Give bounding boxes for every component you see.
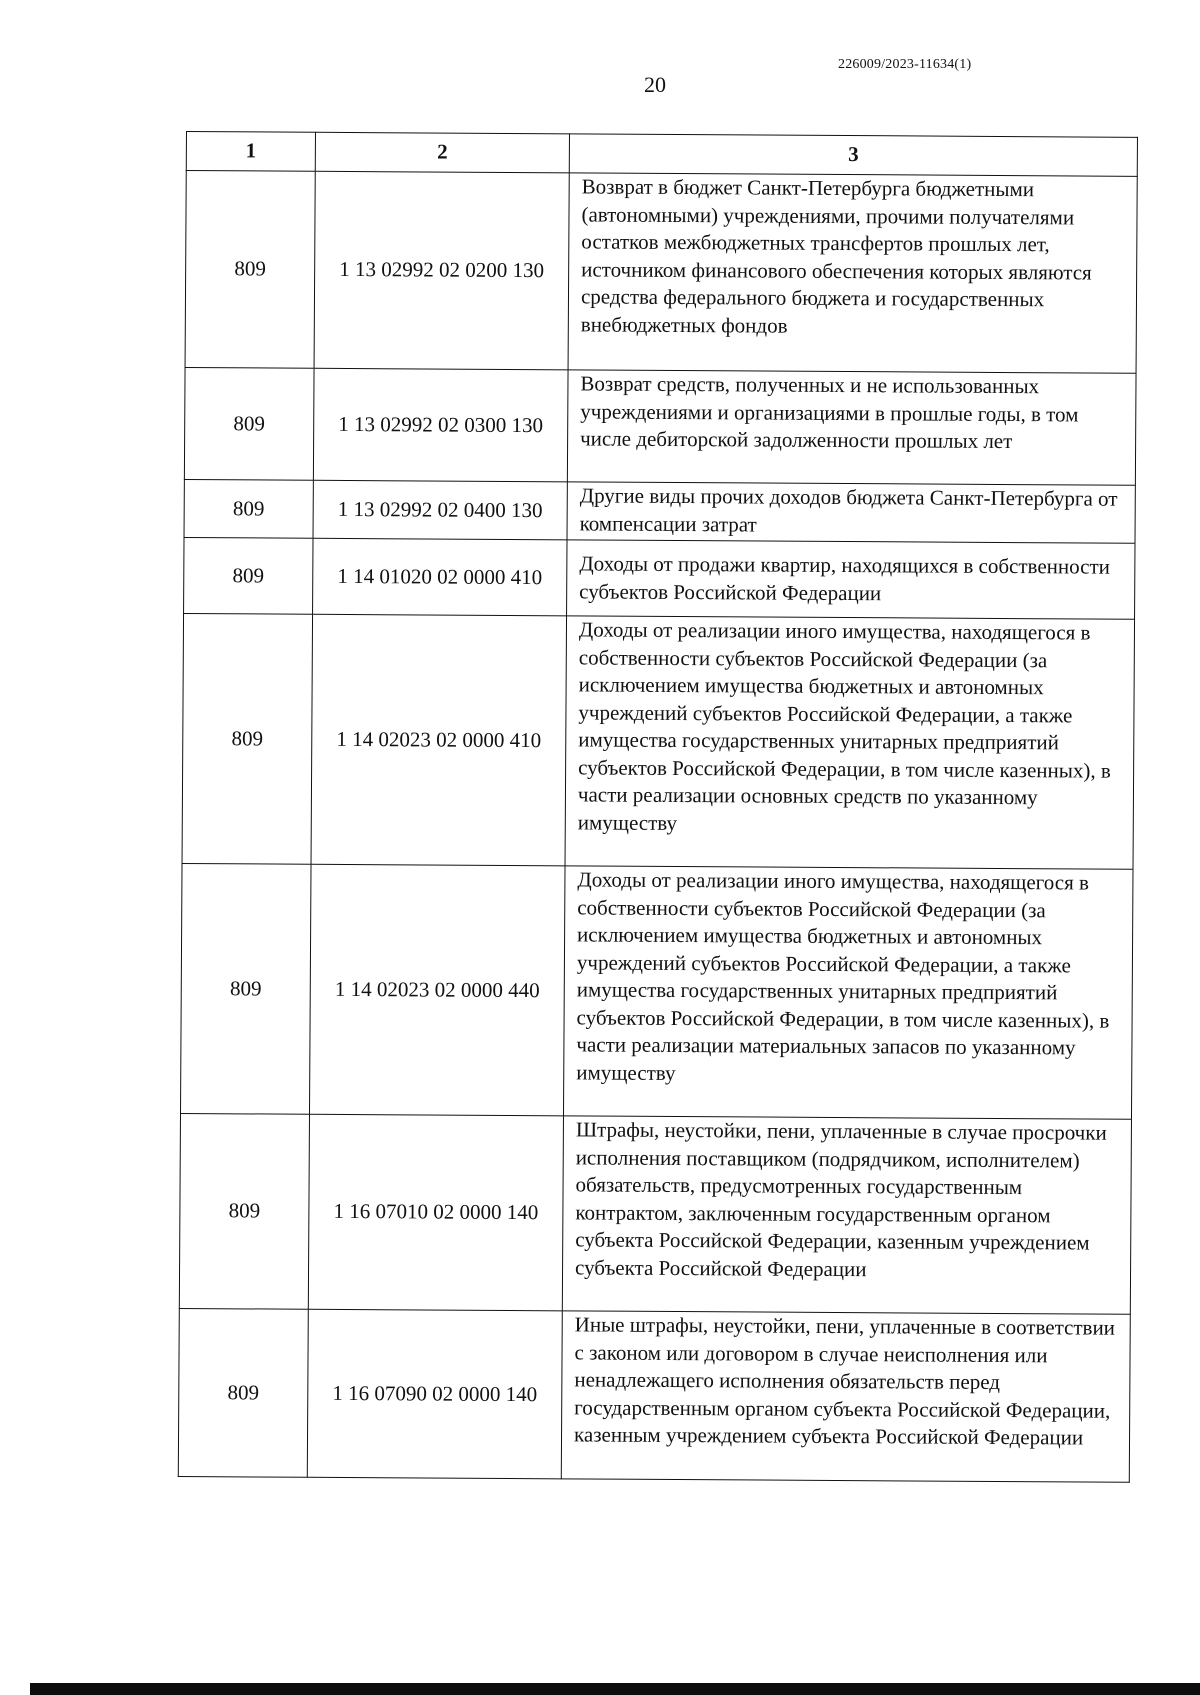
document-registration-number: 226009/2023-11634(1): [838, 57, 972, 72]
revenue-code-cell: 1 16 07010 02 0000 140: [308, 1114, 563, 1311]
admin-code-cell: 809: [184, 479, 313, 538]
revenue-name-cell: Штрафы, неустойки, пени, уплаченные в случае просрочки исполнения поставщиком (подрядчиком, исполнителем) обязательств, предусмотренных государственным контрактом, заключенным государственным органом субъекта Российской Федерации, казенным учреждением субъекта Российской Федерации: [562, 1116, 1131, 1314]
column-header-1: 1: [186, 132, 315, 172]
revenue-name-cell: Иные штрафы, неустойки, пени, уплаченные в соответствии с законом или договором в случае неисполнения или ненадлежащего исполнения обязательств перед государственным органом субъекта Российской Федерации, казенным учреждением субъекта Российской Федерации: [561, 1311, 1130, 1482]
revenue-name-cell: Доходы от реализации иного имущества, находящегося в собственности субъектов Российской Федерации (за исключением имущества бюджетных и автономных учреждений субъектов Российской Федерации, а также имущества государственных унитарных предприятий субъектов Российской Федерации, в том числе казенных), в части реализации материальных запасов по указанному имуществу: [563, 866, 1133, 1119]
revenue-name-cell: Доходы от реализации иного имущества, находящегося в собственности субъектов Российской Федерации (за исключением имущества бюджетных и автономных учреждений субъектов Российской Федерации, а также имущества государственных унитарных предприятий субъектов Российской Федерации, в том числе казенных), в части реализации основных средств по указанному имуществу: [565, 616, 1135, 869]
table-container: [178, 131, 1137, 1483]
revenue-code-cell: 1 13 02992 02 0400 130: [313, 480, 567, 540]
revenue-name-cell: Возврат в бюджет Санкт-Петербурга бюджетными (автономными) учреждениями, прочими получателями остатков межбюджетных трансфертов прошлых лет, источником финансового обеспечения которых являются средства федерального бюджета и государственных внебюджетных фондов: [568, 173, 1137, 373]
revenue-name-cell: Возврат средств, полученных и не использованных учреждениями и организациями в прошлые годы, в том числе дебиторской задолженности прошлых лет: [567, 370, 1136, 485]
revenue-code-cell: 1 16 07090 02 0000 140: [307, 1309, 562, 1479]
table-row: [184, 479, 1135, 543]
page-number: 20: [644, 72, 666, 97]
table-row: [180, 863, 1133, 1119]
revenue-code-cell: 1 13 02992 02 0200 130: [314, 171, 569, 370]
admin-code-cell: 809: [185, 171, 315, 369]
revenue-code-cell: 1 14 02023 02 0000 440: [309, 864, 565, 1116]
budget-revenue-table: [178, 131, 1138, 1483]
revenue-code-cell: 1 14 02023 02 0000 410: [311, 614, 567, 866]
table-row: [184, 537, 1135, 619]
revenue-code-cell: 1 14 01020 02 0000 410: [313, 538, 567, 616]
table-header-row: [186, 132, 1137, 177]
revenue-name-cell: Доходы от продажи квартир, находящихся в собственности субъектов Российской Федерации: [567, 540, 1135, 619]
column-header-2: 2: [315, 132, 569, 173]
table-row: [179, 1113, 1131, 1314]
admin-code-cell: 809: [184, 537, 313, 614]
admin-code-cell: 809: [180, 863, 311, 1114]
admin-code-cell: 809: [178, 1308, 308, 1477]
admin-code-cell: 809: [179, 1113, 309, 1309]
table-row: [185, 171, 1137, 374]
revenue-code-cell: 1 13 02992 02 0300 130: [313, 368, 568, 482]
table-row: [178, 1308, 1130, 1482]
revenue-name-cell: Другие виды прочих доходов бюджета Санкт-Петербурга от компенсации затрат: [567, 482, 1135, 543]
admin-code-cell: 809: [184, 367, 314, 480]
column-header-3: 3: [569, 134, 1137, 176]
admin-code-cell: 809: [182, 613, 313, 864]
scan-edge-bar: [30, 1683, 1200, 1695]
table-row: [182, 613, 1135, 869]
table-row: [184, 367, 1136, 485]
